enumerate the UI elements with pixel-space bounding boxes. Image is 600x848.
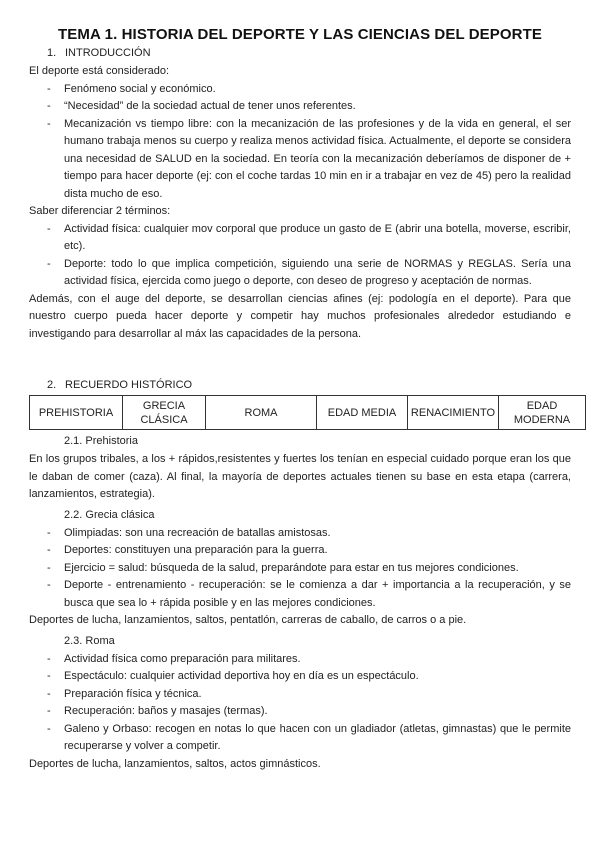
closing-paragraph: Además, con el auge del deporte, se desarrollan ciencias afines (ej: podología en el deporte). Para que nuestro cuerpo pueda hacer deporte y competir hay muchos profesionales alrededor estudiando e investigando para desarrollar al máx las capacidades de la persona. [29, 292, 571, 340]
list-item [29, 721, 571, 756]
terms-list [29, 221, 571, 291]
list-item [29, 651, 571, 669]
roma-closing-paragraph: Deportes de lucha, lanzamientos, saltos, actos gimnásticos. [29, 757, 321, 770]
list-item-text: Deportes: constituyen una preparación para la guerra. [64, 544, 328, 556]
grecia-list [29, 525, 571, 613]
timeline-cell-edad-media: EDAD MEDIA [317, 396, 408, 430]
subheading-grecia: 2.2. Grecia clásica [64, 508, 155, 521]
list-item [29, 703, 571, 721]
list-item [29, 256, 571, 291]
list-item [29, 525, 571, 543]
dash-marker: - [47, 579, 51, 591]
timeline-cell-roma: ROMA [206, 396, 317, 430]
list-item-text: Mecanización vs tiempo libre: con la mecanización de las profesiones y de la vida en general, el ser humano trabaja menos su cuerpo y realiza menos actividad física. Actualmente, el deporte se considera una necesidad de SALUD en la sociedad. En teoría con la mecanización deberíamos de disponer de + tiempo para hacer deporte (ej: con el coche tardas 10 min en ir a trabajar en vez de 45) pero la realidad dista mucho de eso. [64, 117, 571, 200]
timeline-table [29, 395, 586, 430]
dash-marker: - [47, 544, 51, 556]
list-item-text: Actividad física: cualquier mov corporal que produce un gasto de E (abrir una botella, moverse, escribir, etc). [64, 222, 571, 252]
section-number: 2. [47, 379, 57, 391]
timeline-cell-renacimiento: RENACIMIENTO [408, 396, 499, 430]
timeline-cell-grecia: GRECIA CLÁSICA [123, 396, 206, 430]
grecia-closing-paragraph: Deportes de lucha, lanzamientos, saltos, pentatlón, carreras de caballo, de carros o a pie. [29, 614, 467, 626]
intro-list [29, 81, 571, 204]
list-item [29, 577, 571, 612]
terms-intro-paragraph: Saber diferenciar 2 términos: [29, 205, 171, 217]
timeline-cell-prehistoria: PREHISTORIA [30, 396, 123, 430]
section-heading-text: RECUERDO HISTÓRICO [65, 379, 193, 391]
list-item-text: Recuperación: baños y masajes (termas). [64, 705, 268, 717]
subheading-prehistoria: 2.1. Prehistoria [64, 435, 138, 447]
subheading-roma: 2.3. Roma [64, 634, 115, 647]
list-item-text: Ejercicio = salud: búsqueda de la salud, preparándote para estar en tus mejores condiciones. [64, 561, 519, 574]
list-item-text: Espectáculo: cualquier actividad deportiva hoy en día es un espectáculo. [64, 670, 419, 682]
dash-marker: - [47, 117, 51, 130]
dash-marker: - [47, 722, 51, 735]
list-item [29, 81, 571, 99]
dash-marker: - [47, 222, 51, 235]
dash-marker: - [47, 670, 51, 682]
list-item-text: Preparación física y técnica. [64, 687, 202, 700]
intro-paragraph: El deporte está considerado: [29, 65, 170, 77]
list-item [29, 221, 571, 256]
section-number: 1. [47, 47, 57, 59]
list-item-text: Deporte - entrenamiento - recuperación: se le comienza a dar + importancia a la recuperación, y se busca que sea lo + rápida posible y en las mejores condiciones. [64, 579, 571, 609]
dash-marker: - [47, 257, 51, 270]
list-item-text: Deporte: todo lo que implica competición, siguiendo una serie de NORMAS y REGLAS. Sería una actividad física, ejercida como juego o deporte, con deseo de progreso y aceptación de normas. [64, 257, 571, 287]
dash-marker: - [47, 561, 51, 574]
section-spacer [29, 343, 571, 377]
dash-marker: - [47, 526, 51, 539]
list-item [29, 116, 571, 204]
list-item-text: Actividad física como preparación para militares. [64, 652, 301, 665]
prehistoria-paragraph: En los grupos tribales, a los + rápidos,resistentes y fuertes los tenían en especial cuidado porque eran los que le daban de comer (caza). Al final, la mayoría de deportes actuales tienen su base en esta etapa (carrera, lanzamientos, estrategia). [29, 453, 571, 500]
document-title: TEMA 1. HISTORIA DEL DEPORTE Y LAS CIENCIAS DEL DEPORTE [58, 26, 542, 43]
timeline-cell-edad-moderna: EDAD MODERNA [499, 396, 586, 430]
dash-marker: - [47, 687, 51, 700]
dash-marker: - [47, 652, 51, 665]
list-item-text: Galeno y Orbaso: recogen en notas lo que hacen con un gladiador (atletas, gimnastas) que le permite recuperarse y volver a competir. [64, 722, 571, 752]
dash-marker: - [47, 82, 51, 95]
dash-marker: - [47, 705, 51, 717]
list-item [29, 686, 571, 704]
list-item [29, 560, 571, 578]
list-item [29, 668, 571, 686]
list-item-text: Fenómeno social y económico. [64, 82, 216, 95]
table-row [30, 396, 586, 430]
section-heading-text: INTRODUCCIÓN [65, 47, 151, 59]
list-item-text: Olimpiadas: son una recreación de batallas amistosas. [64, 526, 331, 539]
list-item-text: “Necesidad” de la sociedad actual de tener unos referentes. [64, 100, 356, 112]
section-heading-introduccion [47, 46, 571, 61]
section-heading-recuerdo-historico [47, 378, 571, 393]
list-item [29, 542, 571, 560]
list-item [29, 98, 571, 116]
dash-marker: - [47, 100, 51, 112]
roma-list [29, 651, 571, 756]
